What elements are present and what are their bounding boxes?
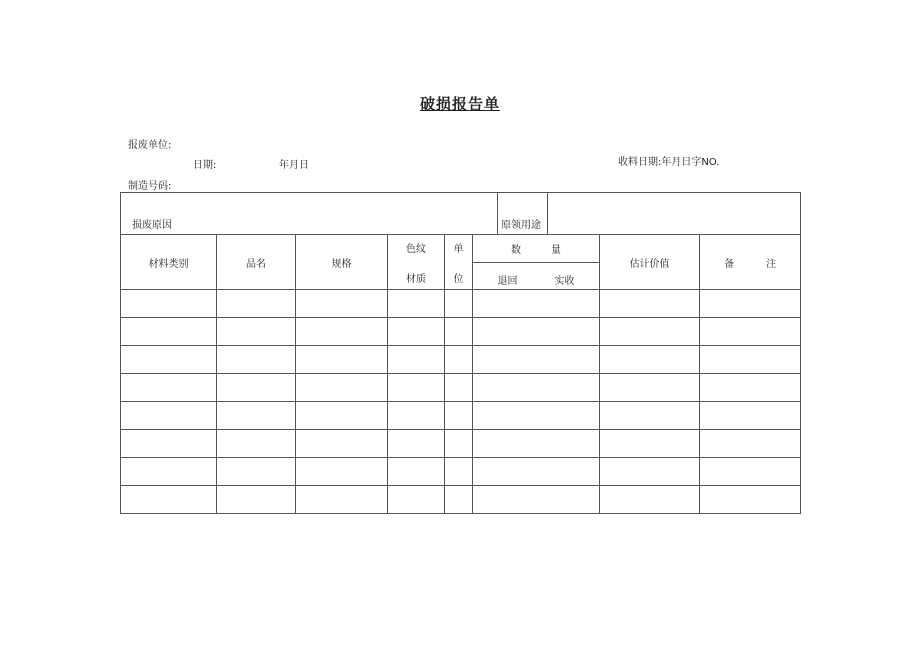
reason-row <box>121 193 801 235</box>
original-use-label: 原领用途 <box>501 220 542 231</box>
quantity-cell[interactable] <box>473 290 600 318</box>
color-material-cell[interactable] <box>388 374 445 402</box>
color-material-cell[interactable] <box>388 346 445 374</box>
date-value: 年月日 <box>279 160 309 171</box>
product-name-cell[interactable] <box>217 430 296 458</box>
unit-label-top: 单 <box>453 243 464 255</box>
color-material-cell[interactable] <box>388 486 445 514</box>
spec-cell[interactable] <box>296 346 388 374</box>
header-row <box>121 235 801 290</box>
product-name-cell[interactable] <box>217 290 296 318</box>
spec-cell[interactable] <box>296 374 388 402</box>
material-type-cell[interactable] <box>121 290 217 318</box>
spec-cell[interactable] <box>296 486 388 514</box>
estimated-value-cell[interactable] <box>600 486 700 514</box>
material-type-cell[interactable] <box>121 430 217 458</box>
estimated-value-cell[interactable] <box>600 318 700 346</box>
data-rows <box>121 290 801 514</box>
reason-cell[interactable] <box>121 193 498 235</box>
quantity-subheaders <box>473 272 599 287</box>
material-type-cell[interactable] <box>121 486 217 514</box>
unit-cell[interactable] <box>445 486 473 514</box>
color-material-cell[interactable] <box>388 402 445 430</box>
remarks-label-b: 注 <box>766 258 777 270</box>
color-material-cell[interactable] <box>388 458 445 486</box>
remarks-cell[interactable] <box>700 430 801 458</box>
unit-cell[interactable] <box>445 458 473 486</box>
material-type-cell[interactable] <box>121 402 217 430</box>
unit-label-bottom: 位 <box>453 273 464 285</box>
quantity-label-b: 量 <box>551 245 562 256</box>
unit-cell[interactable] <box>445 346 473 374</box>
remarks-cell[interactable] <box>700 290 801 318</box>
unit-header <box>445 235 473 290</box>
table-row <box>121 374 801 402</box>
product-name-cell[interactable] <box>217 374 296 402</box>
spec-cell[interactable] <box>296 318 388 346</box>
material-type-cell[interactable] <box>121 318 217 346</box>
table-row <box>121 346 801 374</box>
return-label: 退回 <box>497 276 518 287</box>
quantity-cell[interactable] <box>473 402 600 430</box>
color-material-cell[interactable] <box>388 430 445 458</box>
spec-cell[interactable] <box>296 402 388 430</box>
damage-reason-label: 损废原因 <box>132 220 172 231</box>
quantity-header <box>473 235 600 290</box>
remarks-cell[interactable] <box>700 402 801 430</box>
table-row <box>121 458 801 486</box>
table-row <box>121 318 801 346</box>
spec-cell[interactable] <box>296 430 388 458</box>
table-row <box>121 290 801 318</box>
estimated-value-cell[interactable] <box>600 290 700 318</box>
scrap-unit-label: 报废单位: <box>128 140 172 151</box>
receive-date-field <box>618 157 720 169</box>
date-label: 日期: <box>193 160 217 171</box>
quantity-cell[interactable] <box>473 458 600 486</box>
original-use-cell <box>498 193 548 235</box>
product-name-cell[interactable] <box>217 346 296 374</box>
spec-cell[interactable] <box>296 458 388 486</box>
color-material-cell[interactable] <box>388 290 445 318</box>
quantity-cell[interactable] <box>473 430 600 458</box>
remarks-cell[interactable] <box>700 458 801 486</box>
table-row <box>121 430 801 458</box>
unit-cell[interactable] <box>445 374 473 402</box>
table-row <box>121 402 801 430</box>
original-use-value-cell[interactable] <box>548 193 801 235</box>
remarks-cell[interactable] <box>700 486 801 514</box>
page-title: 破损报告单 <box>419 95 500 113</box>
unit-cell[interactable] <box>445 430 473 458</box>
damage-report-table <box>120 192 801 514</box>
estimated-value-cell[interactable] <box>600 430 700 458</box>
material-type-cell[interactable] <box>121 374 217 402</box>
remarks-cell[interactable] <box>700 346 801 374</box>
spec-cell[interactable] <box>296 290 388 318</box>
spec-header: 规格 <box>296 235 388 290</box>
color-material-header <box>388 235 445 290</box>
serial-number-label: 制造号码: <box>128 181 172 192</box>
unit-cell[interactable] <box>445 318 473 346</box>
table-row <box>121 486 801 514</box>
product-name-header: 品名 <box>217 235 296 290</box>
estimated-value-header: 估计价值 <box>600 235 700 290</box>
quantity-cell[interactable] <box>473 486 600 514</box>
estimated-value-cell[interactable] <box>600 402 700 430</box>
material-type-cell[interactable] <box>121 458 217 486</box>
quantity-title <box>473 235 599 263</box>
color-label: 色纹 <box>406 243 426 255</box>
product-name-cell[interactable] <box>217 318 296 346</box>
estimated-value-cell[interactable] <box>600 374 700 402</box>
remarks-cell[interactable] <box>700 374 801 402</box>
remarks-label-a: 备 <box>724 258 735 270</box>
unit-cell[interactable] <box>445 402 473 430</box>
product-name-cell[interactable] <box>217 402 296 430</box>
unit-cell[interactable] <box>445 290 473 318</box>
quantity-cell[interactable] <box>473 346 600 374</box>
quantity-cell[interactable] <box>473 318 600 346</box>
material-type-cell[interactable] <box>121 346 217 374</box>
material-label: 材质 <box>406 273 426 285</box>
quantity-label-a: 数 <box>511 245 522 256</box>
product-name-cell[interactable] <box>217 486 296 514</box>
remarks-cell[interactable] <box>700 318 801 346</box>
material-type-header: 材料类别 <box>121 235 217 290</box>
number-label: NO. <box>701 157 720 168</box>
estimated-value-cell[interactable] <box>600 458 700 486</box>
estimated-value-cell[interactable] <box>600 346 700 374</box>
color-material-cell[interactable] <box>388 318 445 346</box>
product-name-cell[interactable] <box>217 458 296 486</box>
remarks-header <box>700 235 801 290</box>
quantity-cell[interactable] <box>473 374 600 402</box>
received-label: 实收 <box>554 276 575 287</box>
receive-date-label: 收料日期:年月日字 <box>618 157 702 168</box>
